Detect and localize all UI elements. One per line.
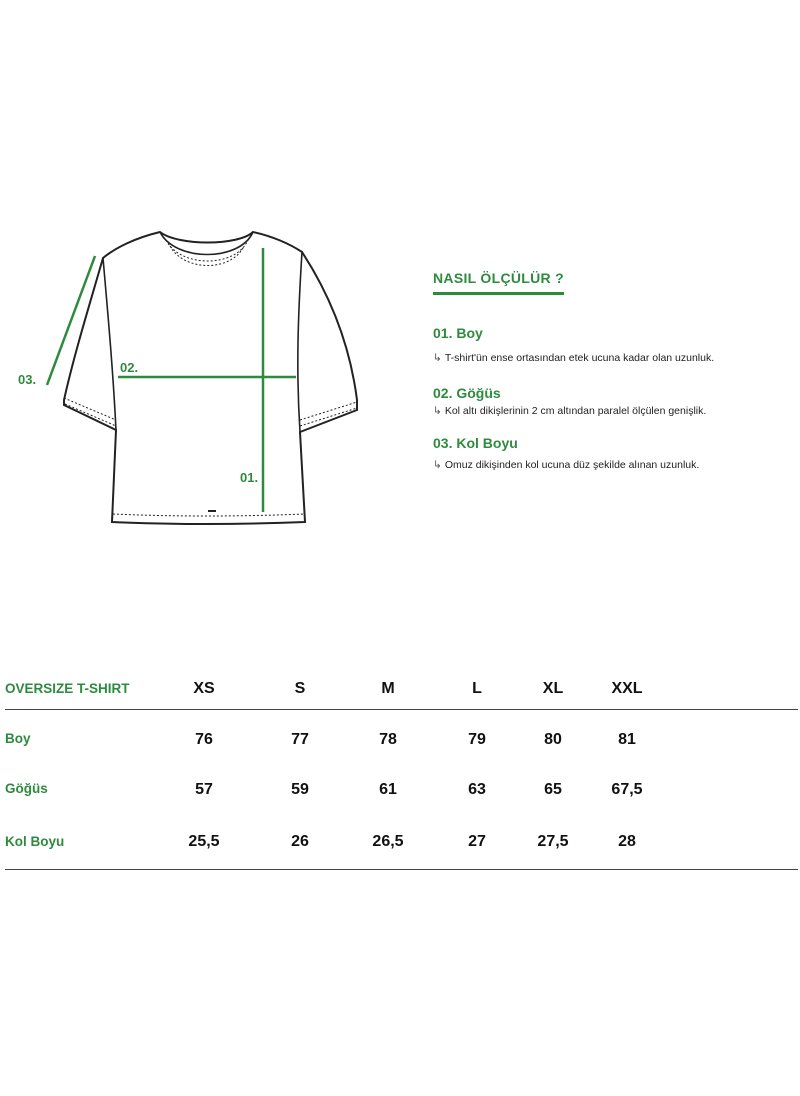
- step-1-text: T-shirt'ün ense ortasından etek ucuna kadar olan uzunluk.: [444, 352, 715, 364]
- size-header-s: S: [294, 680, 306, 697]
- table-bottom-border: [5, 869, 798, 870]
- step-3-description: [433, 459, 699, 471]
- guide-title: NASIL ÖLÇÜLÜR ?: [433, 270, 565, 286]
- table-cell: 79: [468, 731, 486, 748]
- table-cell: 26,5: [372, 833, 404, 850]
- table-cell: 67,5: [611, 781, 643, 798]
- step-2-heading: 02. Göğüs: [433, 385, 501, 401]
- arrow-icon: ↳: [433, 352, 442, 364]
- bottom-hem: [113, 514, 305, 516]
- table-cell: 65: [544, 781, 562, 798]
- size-header-m: M: [381, 680, 395, 697]
- table-cell: 27,5: [537, 833, 569, 850]
- row-label-boy: Boy: [5, 731, 31, 746]
- size-header-xs: XS: [193, 680, 215, 697]
- left-sleeve-seam: [103, 258, 116, 430]
- table-cell: 76: [195, 731, 213, 748]
- step-3-heading: 03. Kol Boyu: [433, 435, 518, 451]
- step-1-heading: 01. Boy: [433, 325, 483, 341]
- size-header-xl: XL: [542, 680, 564, 697]
- arrow-icon: ↳: [433, 459, 442, 471]
- table-cell: 81: [618, 731, 636, 748]
- table-cell: 77: [291, 731, 309, 748]
- arrow-icon: ↳: [433, 405, 442, 417]
- row-label-kol-boyu: Kol Boyu: [5, 834, 65, 849]
- left-sleeve-hem: [64, 398, 116, 426]
- right-sleeve-seam: [298, 252, 302, 432]
- table-cell: 26: [291, 833, 309, 850]
- step-1-description: [433, 352, 714, 364]
- step-2-text: Kol altı dikişlerinin 2 cm altından paralel ölçülen genişlik.: [444, 405, 707, 417]
- table-cell: 78: [379, 731, 397, 748]
- guide-title-underline: [433, 292, 564, 295]
- label-03: 03.: [18, 372, 37, 387]
- table-cell: 80: [544, 731, 562, 748]
- table-cell: 28: [618, 833, 636, 850]
- table-cell: 27: [468, 833, 486, 850]
- table-cell: 63: [468, 781, 486, 798]
- step-3-text: Omuz dikişinden kol ucuna düz şekilde alınan uzunluk.: [444, 459, 700, 471]
- table-cell: 57: [195, 781, 213, 798]
- step-2-description: [433, 405, 706, 417]
- label-02: 02.: [120, 360, 139, 375]
- product-label: OVERSIZE T-SHIRT: [5, 681, 130, 696]
- table-cell: 59: [291, 781, 309, 798]
- label-01: 01.: [240, 470, 259, 485]
- size-header-l: L: [472, 680, 482, 697]
- table-cell: 61: [379, 781, 397, 798]
- size-header-xxl: XXL: [611, 680, 643, 697]
- table-cell: 25,5: [188, 833, 220, 850]
- row-label-gogus: Göğüs: [5, 781, 48, 796]
- table-divider: [5, 709, 798, 710]
- measure-line-sleeve: [47, 256, 95, 385]
